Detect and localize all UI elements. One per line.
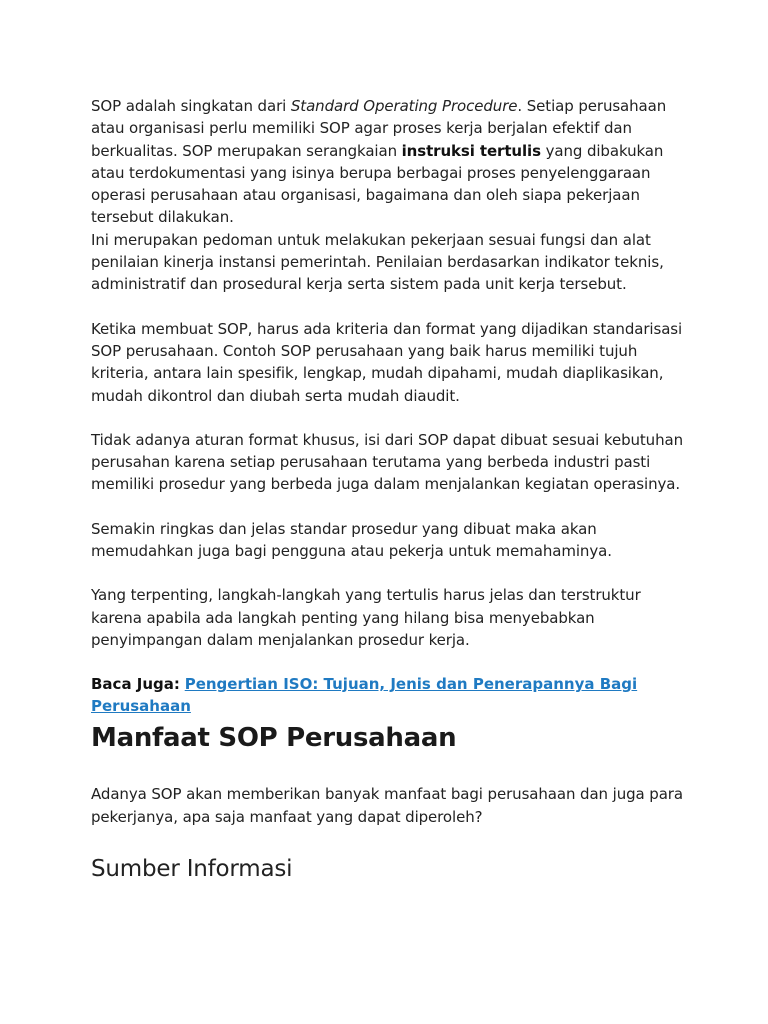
text-run: . Setiap perusahaan atau organisasi perlu memiliki SOP agar proses kerja berjalan efektif dan berkualitas. SOP merupakan serangkaian <box>91 97 667 160</box>
paragraph-concise: Semakin ringkas dan jelas standar prosedur yang dibuat maka akan memudahkan juga bagi pengguna atau pekerja untuk memahaminya. <box>91 519 612 561</box>
spacer <box>91 496 691 518</box>
spacer <box>91 562 691 584</box>
italic-term: Standard Operating Procedure <box>290 97 518 115</box>
paragraph-criteria: Ketika membuat SOP, harus ada kriteria dan format yang dijadikan standarisasi SOP perusahaan. Contoh SOP perusahaan yang baik harus memiliki tujuh kriteria, antara lain spesifik, lengkap, mudah dipahami, mudah diaplikasikan, mudah dikontrol dan diubah serta mudah diaudit. <box>91 319 683 405</box>
text-run: SOP adalah singkatan dari <box>91 97 291 115</box>
bold-term: instruksi tertulis <box>401 141 541 160</box>
baca-juga-link[interactable]: Pengertian ISO: Tujuan, Jenis dan Penerapannya Bagi Perusahaan <box>91 675 638 716</box>
text-run: yang dibakukan atau terdokumentasi yang isinya berupa berbagai proses penyelenggaraan operasi perusahaan atau organisasi, bagaimana dan oleh siapa pekerjaan tersebut dilakukan. <box>91 141 664 227</box>
paragraph-structure: Yang terpenting, langkah-langkah yang tertulis harus jelas dan terstruktur karena apabila ada langkah penting yang hilang bisa menyebabkan penyimpangan dalam menjalankan prosedur kerja. <box>91 586 641 649</box>
spacer <box>91 296 691 318</box>
paragraph-guideline: Ini merupakan pedoman untuk melakukan pekerjaan sesuai fungsi dan alat penilaian kinerja instansi pemerintah. Penilaian berdasarkan indikator teknis, administratif dan prosedural kerja serta sistem pada unit kerja tersebut. <box>91 230 664 294</box>
baca-juga-label: Baca Juga: <box>91 675 180 694</box>
section-heading: Manfaat SOP Perusahaan <box>91 723 457 754</box>
spacer <box>91 407 691 429</box>
paragraph-format: Tidak adanya aturan format khusus, isi dari SOP dapat dibuat sesuai kebutuhan perusahan karena setiap perusahaan terutama yang berbeda industri pasti memiliki prosedur yang berbeda juga dalam menjalankan kegiatan operasinya. <box>91 430 683 494</box>
baca-juga-line <box>91 673 691 717</box>
paragraph-benefits-intro: Adanya SOP akan memberikan banyak manfaat bagi perusahaan dan juga para pekerjanya, apa saja manfaat yang dapat diperoleh? <box>91 785 683 826</box>
paragraph-sop-definition <box>91 95 691 229</box>
article-body <box>91 95 691 884</box>
subheading-sumber-informasi: Sumber Informasi <box>91 855 293 882</box>
